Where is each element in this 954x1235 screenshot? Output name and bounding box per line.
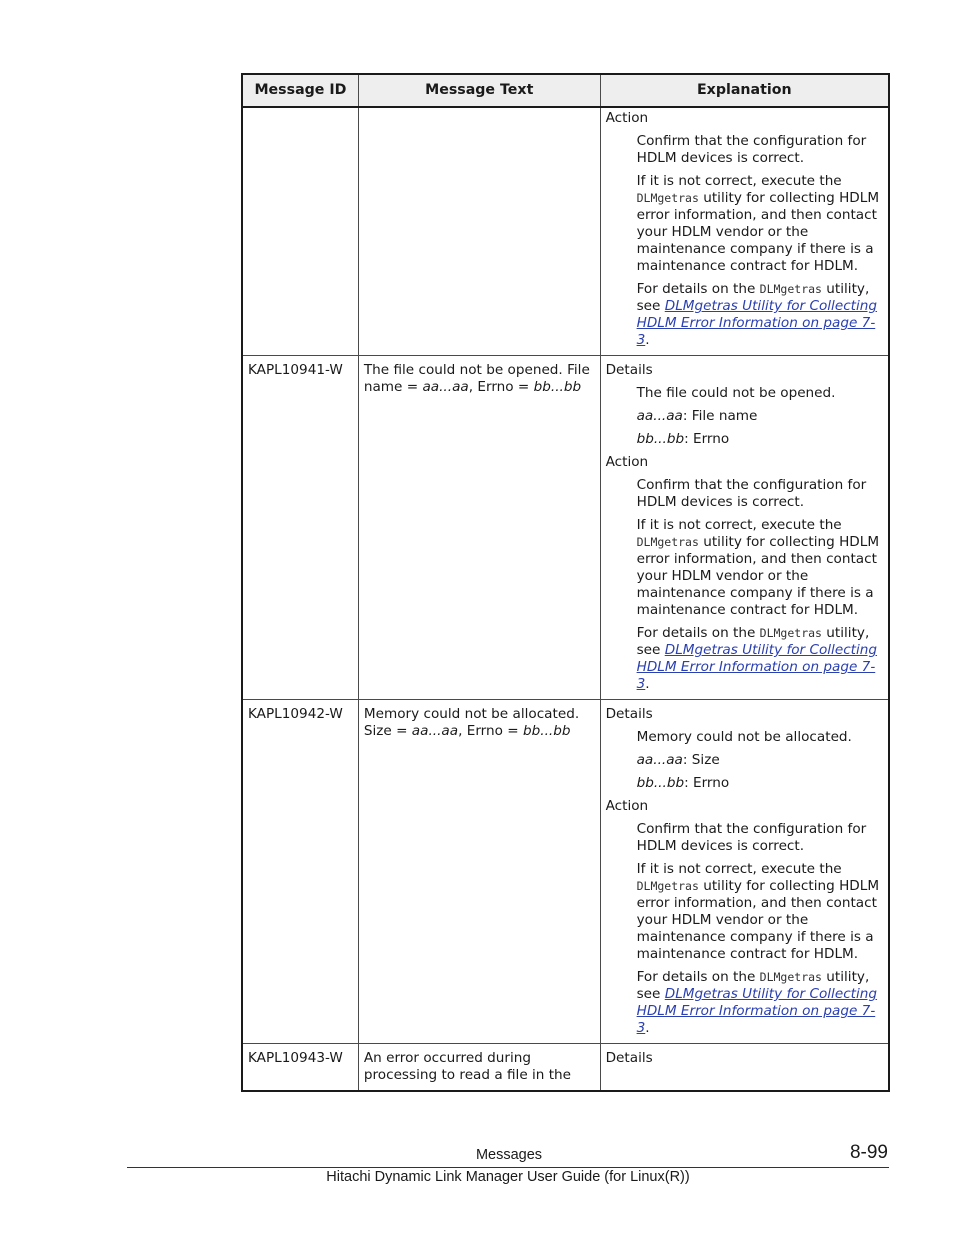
action-heading: Action <box>605 798 649 814</box>
cell-message-text-empty <box>358 107 600 356</box>
cell-explanation <box>600 356 889 700</box>
cell-message-text: Memory could not be allocated. Size = aa...aa, Errno = bb...bb <box>358 700 600 1044</box>
action-confirm: Confirm that the configuration for HDLM devices is correct. <box>636 821 867 854</box>
page-number: 8-99 <box>849 1142 888 1163</box>
action-heading: Action <box>605 454 649 470</box>
cell-explanation <box>600 700 889 1044</box>
details-variable: aa...aa: File name <box>636 408 758 424</box>
utility-name: DLMgetras <box>636 535 699 549</box>
utility-name: DLMgetras <box>636 879 699 893</box>
dlmgetras-utility-link[interactable]: DLMgetras Utility for Collecting HDLM Error Information on page 7-3 <box>636 298 878 348</box>
for-details: For details on the DLMgetras utility, see DLMgetras Utility for Collecting HDLM Error Information on page 7-3. <box>636 625 878 692</box>
messages-table <box>241 73 890 1092</box>
cell-message-text: An error occurred during processing to read a file in the <box>358 1044 600 1092</box>
details-heading: Details <box>605 362 653 378</box>
details-main: The file could not be opened. <box>636 385 836 401</box>
action-heading: Action <box>605 110 649 126</box>
table-header-row <box>242 74 889 107</box>
utility-name: DLMgetras <box>759 282 822 296</box>
dlmgetras-utility-link[interactable]: DLMgetras Utility for Collecting HDLM Error Information on page 7-3 <box>636 642 878 692</box>
header-message-text: Message Text <box>358 74 600 107</box>
footer-book-title: Hitachi Dynamic Link Manager User Guide (for Linux(R)) <box>326 1169 690 1185</box>
action-if-not-correct: If it is not correct, execute the DLMgetras utility for collecting HDLM error information, and then contact your HDLM vendor or the maintenance company if there is a maintenance contract for HDLM. <box>636 517 880 618</box>
table-row <box>242 700 889 1044</box>
details-heading: Details <box>605 1050 653 1066</box>
details-heading: Details <box>605 706 653 722</box>
details-variable: bb...bb: Errno <box>636 775 730 791</box>
cell-message-id-empty <box>242 107 358 356</box>
utility-name: DLMgetras <box>636 191 699 205</box>
action-if-not-correct: If it is not correct, execute the DLMgetras utility for collecting HDLM error information, and then contact your HDLM vendor or the maintenance company if there is a maintenance contract for HDLM. <box>636 861 880 962</box>
header-message-id: Message ID <box>242 74 358 107</box>
cell-explanation <box>600 107 889 356</box>
details-main: Memory could not be allocated. <box>636 729 852 745</box>
table-row <box>242 1044 889 1092</box>
cell-message-id: KAPL10942-W <box>242 700 358 1044</box>
table-row <box>242 356 889 700</box>
table-row-continued <box>242 107 889 356</box>
header-explanation: Explanation <box>600 74 889 107</box>
action-confirm: Confirm that the configuration for HDLM devices is correct. <box>636 477 867 510</box>
details-variable: bb...bb: Errno <box>636 431 730 447</box>
footer-section-title: Messages <box>475 1147 543 1163</box>
utility-name: DLMgetras <box>759 626 822 640</box>
dlmgetras-utility-link[interactable]: DLMgetras Utility for Collecting HDLM Error Information on page 7-3 <box>636 986 878 1036</box>
utility-name: DLMgetras <box>759 970 822 984</box>
action-if-not-correct: If it is not correct, execute the DLMgetras utility for collecting HDLM error information, and then contact your HDLM vendor or the maintenance company if there is a maintenance contract for HDLM. <box>636 173 880 274</box>
footer-divider <box>127 1167 889 1168</box>
cell-message-text: The file could not be opened. File name = aa...aa, Errno = bb...bb <box>358 356 600 700</box>
details-variable: aa...aa: Size <box>636 752 720 768</box>
action-confirm: Confirm that the configuration for HDLM devices is correct. <box>636 133 867 166</box>
for-details: For details on the DLMgetras utility, see DLMgetras Utility for Collecting HDLM Error Information on page 7-3. <box>636 281 878 348</box>
cell-explanation <box>600 1044 889 1092</box>
cell-message-id: KAPL10943-W <box>242 1044 358 1092</box>
cell-message-id: KAPL10941-W <box>242 356 358 700</box>
for-details: For details on the DLMgetras utility, see DLMgetras Utility for Collecting HDLM Error Information on page 7-3. <box>636 969 878 1036</box>
